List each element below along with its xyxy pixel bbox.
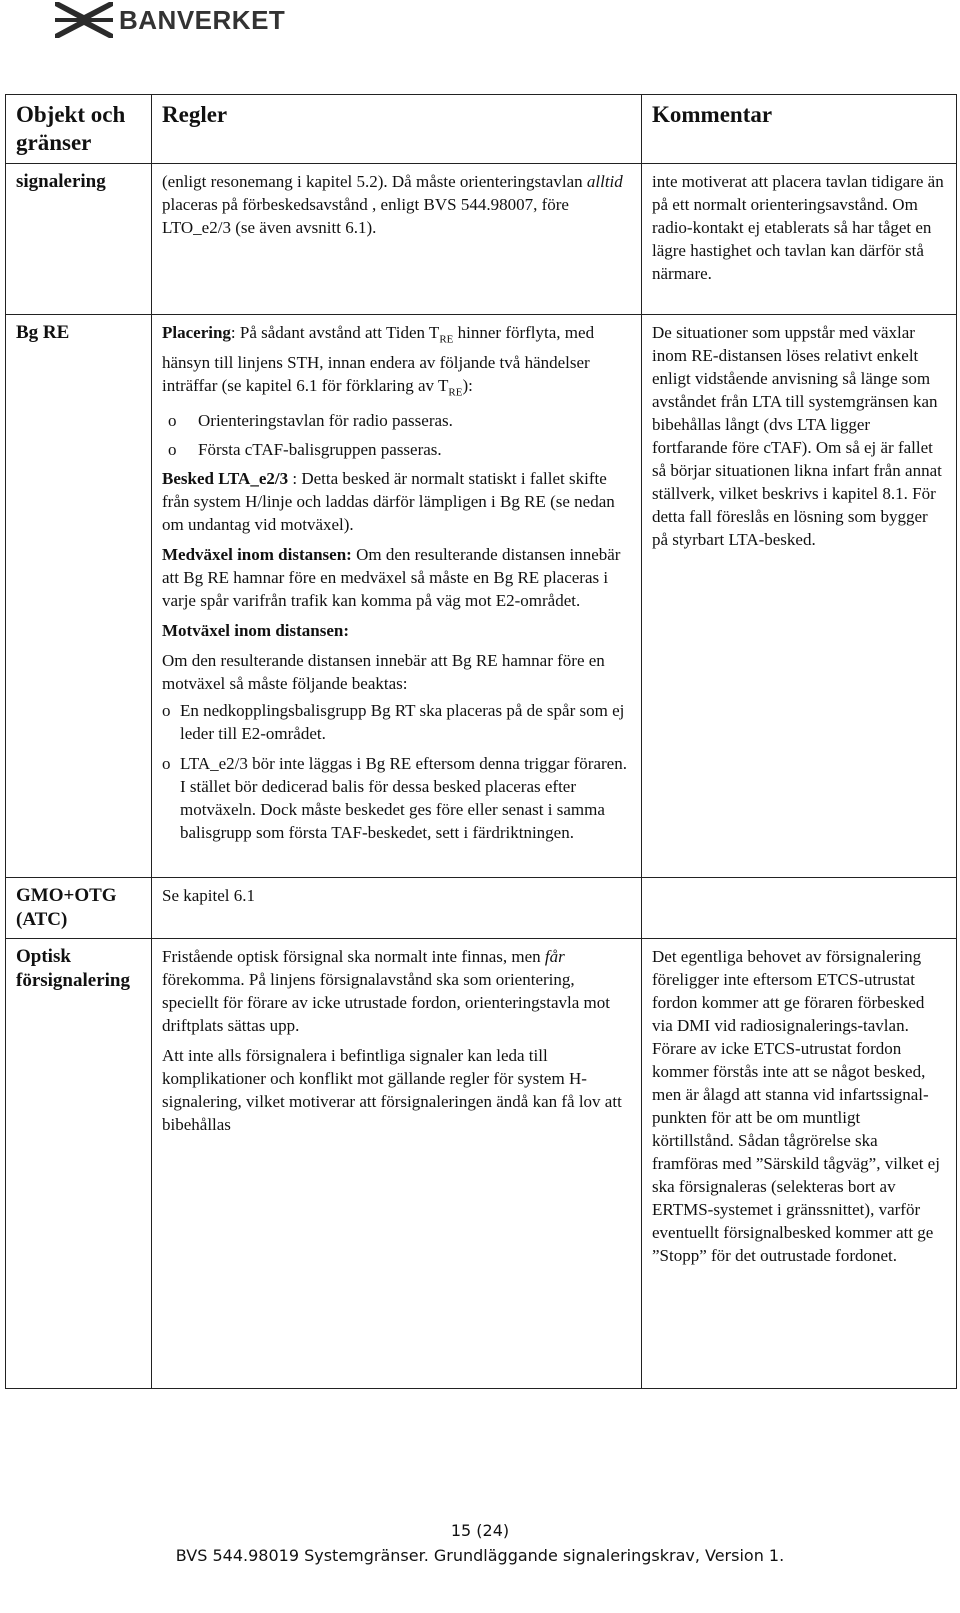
rule-cell: Se kapitel 6.1 (152, 878, 642, 939)
list-item: o En nedkopplingsbalisgrupp Bg RT ska placeras på de spår som ej leder till E2-området. (162, 700, 625, 743)
medvaxel-text: Medväxel inom distansen: Om den resulterande distansen innebär att Bg RE hamnar före en medväxel så måste en Bg RE placeras i varje spår varifrån trafik kan komma på väg mot E2-området. (162, 544, 621, 610)
rule-cell (152, 164, 642, 315)
object-cell: Bg RE (6, 315, 152, 878)
page-number: 15 (24) (450, 1521, 510, 1540)
object-cell: signalering (6, 164, 152, 315)
header-regler: Regler (152, 95, 642, 164)
header-objekt: Objekt och gränser (6, 95, 152, 164)
logo-text: BANVERKET (119, 4, 286, 35)
comment-cell (642, 878, 957, 939)
bullet-list (162, 699, 631, 844)
rule-text-2: Att inte alls försignalera i befintliga signaler kan leda till komplikationer och konflikt mot gällande regler för system H-signalering, vilket motiverar att försignaleringen ändå kan få lov att bibehållas (162, 1046, 622, 1134)
rule-text: (enligt resonemang i kapitel 5.2). Då måste orienteringstavlan alltid placeras på förbeskedsavstånd , enligt BVS 544.98007, före LTO_e2/3 (se även avsnitt 6.1). (162, 172, 623, 237)
table-row (6, 315, 957, 878)
document-footer: BVS 544.98019 Systemgränser. Grundläggande signaleringskrav, Version 1. (175, 1546, 785, 1565)
list-item: o LTA_e2/3 bör inte läggas i Bg RE eftersom denna triggar föraren. I stället bör dedicerad balis för dessa besked placeras efter motväxeln. Dock måste beskedet ges före eller senast i samma balisgrupp som första TAF-beskedet, sett i färdriktningen. (162, 753, 627, 842)
rule-cell (152, 939, 642, 1389)
table-row (6, 939, 957, 1389)
rule-text: Fristående optisk försignal ska normalt inte finnas, men får förekomma. På linjens försignalavstånd ska som orientering, speciellt för förare av icke utrustade fordon, orienteringstavla mot driftplats sättas upp. (162, 947, 610, 1035)
comment-cell: inte motiverat att placera tavlan tidigare än på ett normalt orienteringsavstånd. Om radio-kontakt ej etablerats så har tåget en lägre hastighet och tavlan kan därför stå närmare. (642, 164, 957, 315)
motvaxel-heading: Motväxel inom distansen: (162, 620, 349, 640)
table-header-row (6, 95, 957, 164)
object-cell: Optisk försignalering (6, 939, 152, 1389)
bullet-list (162, 409, 631, 461)
besked-text: Besked LTA_e2/3 : Detta besked är normalt statiskt i fallet skifte från system H/linje och laddas därför lämpligen i Bg RE (se nedan om undantag vid motväxel). (162, 468, 615, 534)
table-row (6, 878, 957, 939)
comment-cell: De situationer som uppstår med växlar inom RE-distansen löses relativt enkelt enligt vidstående anvisning så länge som avståndet från LTA till systemgränsen kan bibehållas långt (dvs LTA ligger fortfarande före cTAF). Om så ej är fallet så börjar situationen likna infart från annat ställverk, vilket beskrivs i kapitel 8.1. För detta fall föreslås en lösning som bygger på styrbart LTA-besked. (642, 315, 957, 878)
rule-cell (152, 315, 642, 878)
object-cell: GMO+OTG (ATC) (6, 878, 152, 939)
header-kommentar: Kommentar (642, 95, 957, 164)
list-item: o Orienteringstavlan för radio passeras. (168, 410, 453, 430)
list-item: o Första cTAF-balisgruppen passeras. (168, 439, 442, 459)
rules-table (5, 94, 957, 1389)
motvaxel-text: Om den resulterande distansen innebär att Bg RE hamnar före en motväxel så måste följande beaktas: (162, 650, 605, 693)
banverket-logo (55, 0, 285, 40)
placering-text: Placering: På sådant avstånd att Tiden $T_{RE}$ hinner förflyta, med hänsyn till linjens STH, innan endera av följande två händelser inträffar (se kapitel 6.1 för förklaring av $T_{RE}$): (162, 323, 595, 399)
banverket-logo-icon (55, 2, 113, 38)
table-row (6, 164, 957, 315)
comment-cell: Det egentliga behovet av försignalering föreligger inte eftersom ETCS-utrustat fordon kommer att ge föraren förbesked via DMI vid radiosignalerings-tavlan. Förare av icke ETCS-utrustat fordon kommer förstås inte att se något besked, men är ålagd att stanna vid infartssignal-punkten för att be om muntligt körtillstånd. Sådan tågrörelse ska framföras med ”Särskild tågväg”, vilket ej ska försignaleras (selekteras bort av ERTMS-systemet i gränssnittet), varför eventuellt försignalbesked kommer att ge ”Stopp” för det outrustade fordonet. (642, 939, 957, 1389)
